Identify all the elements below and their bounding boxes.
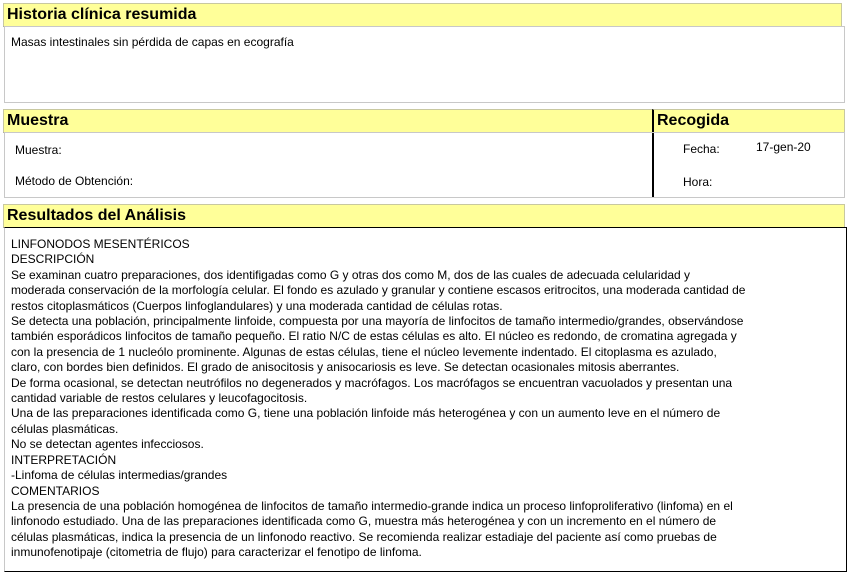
resultados-line: LINFONODOS MESENTÉRICOS	[11, 237, 190, 251]
resultados-line: INTERPRETACIÓN	[11, 452, 117, 467]
historia-clinica-title: Historia clínica resumida	[7, 6, 197, 23]
resultados-line: La presencia de una población homogénea de linfocitos de tamaño intermedio-grande indica un proceso linfoproliferativo (linfoma) en el	[11, 498, 733, 513]
resultados-line: cantidad variable de restos celulares y leucofagocitosis.	[11, 391, 308, 406]
muestra-header	[3, 109, 653, 133]
historia-clinica-box	[4, 26, 845, 103]
resultados-line: DESCRIPCIÓN	[11, 252, 95, 267]
fecha-label: Fecha:	[683, 142, 720, 156]
resultados-line: -Linfoma de células intermedias/grandes	[11, 468, 228, 483]
muestra-box	[4, 132, 845, 198]
fecha-value: 17-gen-20	[756, 140, 811, 154]
resultados-line: COMENTARIOS	[11, 483, 100, 498]
resultados-header	[3, 204, 845, 228]
resultados-line: moderada conservación de la morfología celular. El fondo es azulado y granular y contiene escasos eritrocitos, una moderada cantidad de	[11, 283, 746, 298]
muestra-title: Muestra	[7, 112, 69, 129]
resultados-line: De forma ocasional, se detectan neutrófilos no degenerados y macrófagos. Los macrófagos se encuentran vacuolados y presentan una	[11, 375, 733, 390]
resultados-text	[11, 237, 841, 561]
muestra-label: Muestra:	[15, 143, 62, 157]
resultados-line: células plasmáticas, indica la presencia de un linfonodo reactivo. Se recomienda realizar estadiaje del paciente así como pruebas de	[11, 529, 717, 544]
resultados-line: linfonodo estudiado. Una de las preparaciones identificada como G, muestra más heterogénea y con un incremento en el número de	[11, 514, 717, 529]
recogida-header	[652, 109, 845, 133]
hora-label: Hora:	[683, 175, 713, 189]
resultados-title: Resultados del Análisis	[7, 207, 187, 224]
resultados-line: No se detectan agentes infecciosos.	[11, 437, 204, 452]
resultados-line: Una de las preparaciones identificada como G, tiene una población linfoide más heterogénea y con un aumento leve en el número de	[11, 406, 721, 421]
historia-clinica-header	[3, 3, 842, 27]
resultados-line: claro, con bordes bien definidos. El grado de anisocitosis y anisocariosis es leve. Se detectan ocasionales mitosis aberrantes.	[11, 360, 680, 375]
historia-clinica-text: Masas intestinales sin pérdida de capas en ecografía	[11, 35, 294, 49]
metodo-obtencion-label: Método de Obtención:	[15, 174, 134, 188]
resultados-line: con la presencia de 1 nucleólo prominente. Algunas de estas células, tiene el núcleo levemente indentado. El citoplasma es azulado,	[11, 344, 717, 359]
resultados-line: Se detecta una población, principalmente linfoide, compuesta por una mayoría de linfocitos de tamaño intermedio/grandes, observándose	[11, 314, 744, 329]
recogida-divider	[652, 133, 654, 197]
resultados-line: células plasmáticas.	[11, 421, 119, 436]
resultados-line: inmunofenotipaje (citometria de flujo) para caracterizar el fenotipo de linfoma.	[11, 545, 422, 560]
resultados-line: Se examinan cuatro preparaciones, dos identifigadas como G y otras dos como M, dos de las cuales de adecuada celularidad y	[11, 267, 691, 282]
resultados-box	[4, 227, 847, 572]
recogida-title: Recogida	[657, 112, 730, 129]
resultados-line: restos citoplasmáticos (Cuerpos linfoglandulares) y una moderada cantidad de células rotas.	[11, 298, 503, 313]
resultados-line: también esporádicos linfocitos de tamaño pequeño. El ratio N/C de estas células es alto. El núcleo es redondo, de cromatina agregada y	[11, 329, 737, 344]
